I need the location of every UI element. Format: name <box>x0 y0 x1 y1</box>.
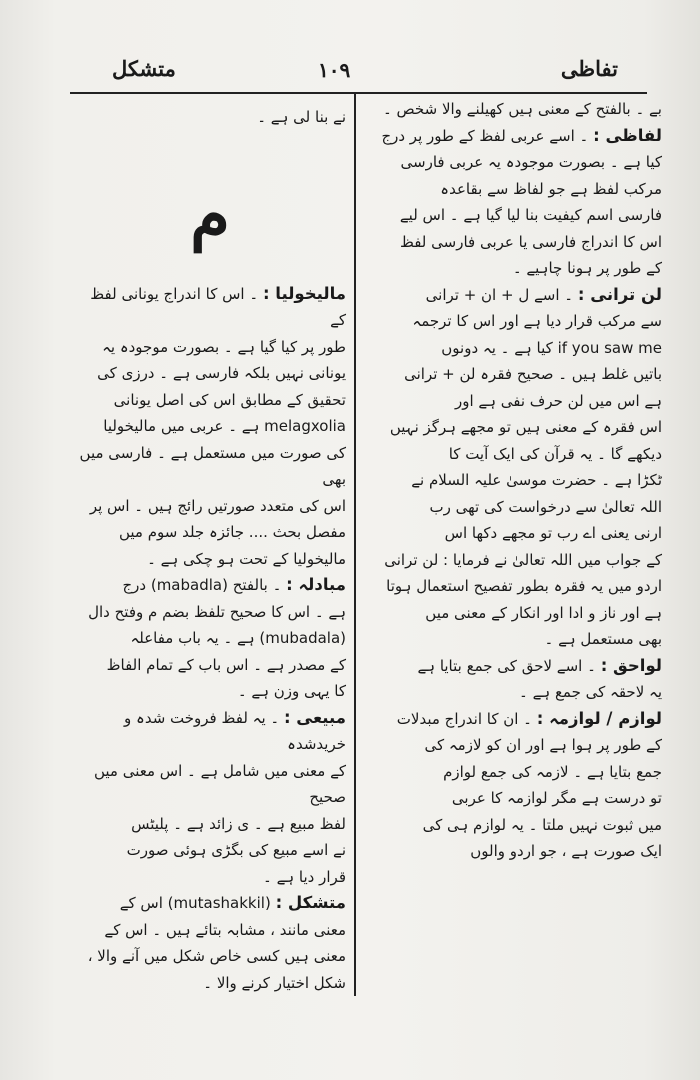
entry-line <box>362 679 662 706</box>
entry-text: قرار دیا ہے ۔ <box>263 867 346 886</box>
dictionary-entry <box>74 705 346 891</box>
entry-text: ہے اس میں لن حرف نفی ہے اور <box>455 391 662 410</box>
entry-text: اس کی متعدد صورتیں رائج ہیں ۔ اس پر <box>89 496 346 515</box>
entry-text: تحقیق کے مطابق اس کی اصل یونانی <box>113 390 346 409</box>
dictionary-entry <box>74 572 346 705</box>
entry-text: مرکب لفظ ہے جو لفاظ سے بقاعدہ <box>440 179 662 198</box>
entry-headword: متشکل : <box>275 893 346 912</box>
entry-line <box>362 388 662 415</box>
entry-text: ۔ اس کا اندراج یونانی لفظ کے <box>90 284 346 329</box>
entry-text: کے معنی میں شامل ہے ۔ اس معنی میں صحیح <box>93 761 346 806</box>
entry-text: معنی مانند ، مشابہ بتائے ہیں ۔ اس کے <box>104 920 346 939</box>
entry-line <box>362 414 662 441</box>
entry-text: بھی مستعمل ہے ۔ <box>544 630 662 648</box>
entry-line <box>362 202 662 229</box>
entry-line <box>362 759 662 786</box>
entry-line <box>362 812 662 839</box>
entry-line <box>74 625 346 652</box>
entry-line <box>74 519 346 546</box>
entry-headword: مبادلہ : <box>286 575 346 594</box>
entry-line <box>362 547 662 574</box>
entry-line <box>74 811 346 838</box>
entry-first-line <box>362 706 662 733</box>
entry-line <box>362 335 662 362</box>
column-divider <box>354 94 356 996</box>
entry-text: melagxolia ہے ۔ عربی میں مالیخولیا <box>103 417 346 435</box>
entry-text: باتیں غلط ہیں ۔ صحیح فقرہ لن + ترانی <box>404 365 662 383</box>
entry-text: ۔ اسے لاحق کی جمع بتایا ہے <box>417 656 596 675</box>
entry-text: ایک صورت ہے ، جو اردو والوں <box>470 842 662 860</box>
entry-line <box>74 917 346 944</box>
entry-line <box>362 600 662 627</box>
entry-line <box>362 149 662 176</box>
running-head-left-page-word: تفاظی <box>560 56 618 81</box>
entry-line <box>74 837 346 864</box>
dictionary-entry <box>362 123 662 282</box>
entry-line <box>362 573 662 600</box>
entry-text: کے جواب میں اللہ تعالیٰ نے فرمایا : لن ترانی <box>384 550 662 569</box>
right-text-column <box>362 96 662 865</box>
entry-text: یونانی نہیں بلکہ فارسی ہے ۔ درزی کی <box>97 364 346 382</box>
entry-line <box>362 229 662 256</box>
entry-text: کے طور پر ہوا ہے اور ان کو لازمہ کی <box>424 736 662 754</box>
entry-text: ارنی یعنی اے رب تو مجھے دکھا اس <box>444 524 662 542</box>
entry-line <box>74 970 346 997</box>
entry-text: کے مصدر ہے ۔ اس باب کے تمام الفاظ <box>106 655 346 674</box>
entry-first-line <box>74 281 346 334</box>
entry-text: ۔ اسے عربی لفظ کے طور پر درج <box>381 126 589 145</box>
entry-text: طور پر کیا گیا ہے ۔ بصورت موجودہ یہ <box>102 337 346 356</box>
entry-line <box>362 838 662 865</box>
entry-text: تو درست ہے مگر لوازمہ کا عربی <box>451 789 662 807</box>
running-head-right-page-word: متشکل <box>112 56 176 81</box>
entry-line <box>362 308 662 335</box>
entry-text: کی صورت میں مستعمل ہے ۔ فارسی میں بھی <box>79 443 346 488</box>
entry-line <box>74 493 346 520</box>
entry-line <box>74 387 346 414</box>
entry-line <box>362 467 662 494</box>
entry-text: مالیخولیا کے تحت ہو چکی ہے ۔ <box>147 549 346 568</box>
entry-text: کیا ہے ۔ بصورت موجودہ یہ عربی فارسی <box>400 153 662 171</box>
entry-text: ۔ ان کا اندراج مبدلات <box>396 709 532 728</box>
entry-line <box>362 520 662 547</box>
entry-text: نے اسے مبیع کی بگڑی ہوئی صورت <box>126 841 346 859</box>
entry-text: شکل اختیار کرنے والا ۔ <box>203 973 346 992</box>
entry-line <box>74 413 346 440</box>
entry-text: سے مرکب قرار دیا ہے اور اس کا ترجمہ <box>412 312 662 330</box>
entry-first-line <box>74 572 346 599</box>
entry-text: کے طور پر ہونا چاہیے ۔ <box>512 259 662 277</box>
entry-text: (mutashakkil) اس کے <box>119 894 271 912</box>
continuation-line: نے بنا لی ہے ۔ <box>257 108 346 126</box>
entry-text: مفصل بحث .... جائزہ جلد سوم میں <box>118 523 346 541</box>
entry-text: معنی ہیں کسی خاص شکل میں آنے والا ، <box>87 947 346 965</box>
entry-line <box>362 255 662 282</box>
entry-line <box>74 758 346 811</box>
dictionary-entry <box>74 890 346 996</box>
entry-first-line <box>74 890 346 917</box>
entry-line <box>74 943 346 970</box>
entry-line <box>74 360 346 387</box>
entry-line <box>362 494 662 521</box>
entry-line <box>362 626 662 653</box>
entry-line <box>362 785 662 812</box>
entry-first-line <box>362 123 662 150</box>
entry-first-line <box>362 653 662 680</box>
entry-text: (mubadala) ہے ۔ یہ باب مفاعلہ <box>130 629 346 647</box>
entry-line <box>362 732 662 759</box>
entry-headword: لن ترانی : <box>577 284 662 304</box>
entry-text: فارسی اسم کیفیت بنا لیا گیا ہے ۔ اس لیے <box>399 206 662 224</box>
entry-text: ٹکڑا ہے ۔ حضرت موسیٰ علیہ السلام نے <box>411 471 662 489</box>
entry-text: کا یہی وزن ہے ۔ <box>237 682 346 700</box>
entry-line <box>74 678 346 705</box>
entry-headword: لفاظی : <box>593 125 662 145</box>
header-rule <box>70 92 647 94</box>
left-text-column <box>74 104 346 996</box>
entry-line <box>74 546 346 573</box>
entry-text: اس کا اندراج فارسی یا عربی فارسی لفظ <box>399 232 662 251</box>
page-number: ۱۰۹ <box>318 58 351 82</box>
entry-text: ہے ۔ اس کا صحیح تلفظ بضم م وفتح دال <box>88 602 346 621</box>
dictionary-entry <box>362 653 662 706</box>
section-letter-heading: م <box>190 177 230 253</box>
entry-text: میں ثبوت نہیں ملتا ۔ یہ لوازم ہی کی <box>422 815 662 834</box>
entry-headword: لواحق : <box>600 655 662 675</box>
entry-headword: لوازم / لوازمہ : <box>536 708 662 728</box>
entry-text: اس فقرہ کے معنی ہیں تو مجھے ہرگز نہیں <box>389 418 662 436</box>
entry-text: if you saw me کیا ہے ۔ یہ دونوں <box>441 338 662 357</box>
entry-text: دیکھے گا ۔ یہ قرآن کی ایک آیت کا <box>448 444 662 463</box>
dictionary-entry <box>74 281 346 573</box>
entry-line <box>362 441 662 468</box>
entry-text: اللہ تعالیٰ سے درخواست کی تھی رب <box>429 497 662 516</box>
entry-text: ۔ بالفتح (mabadla) درج <box>122 576 282 594</box>
entry-line <box>362 361 662 388</box>
entry-line <box>74 334 346 361</box>
entry-line <box>74 652 346 679</box>
entry-text: ۔ اسے ل + ان + ترانی <box>425 285 574 304</box>
continuation-line: بے ۔ بالفتح کے معنی ہیں کھیلنے والا شخص ۔ <box>383 100 662 118</box>
entry-first-line <box>362 282 662 309</box>
entry-text: لفظ مبیع ہے ۔ ی زائد ہے ۔ پلیٹس <box>131 814 346 833</box>
entry-line <box>74 440 346 493</box>
entry-text: یہ لاحقہ کی جمع ہے ۔ <box>519 683 662 701</box>
entry-text: ہے اور ناز و ادا اور انکار کے معنی میں <box>425 603 662 622</box>
dictionary-entry <box>362 282 662 653</box>
entry-headword: مبیعی : <box>283 707 346 727</box>
entry-line <box>74 864 346 891</box>
entry-first-line <box>74 705 346 758</box>
entry-text: ۔ یہ لفظ فروخت شدہ و خریدشدہ <box>124 708 346 753</box>
dictionary-entry <box>362 706 662 865</box>
entry-line <box>362 176 662 203</box>
entry-text: جمع بتایا ہے ۔ لازمہ کی جمع لوازم <box>443 762 662 781</box>
entry-headword: مالیخولیا : <box>262 283 346 303</box>
entry-line <box>74 599 346 626</box>
entry-text: اردو میں یہ فقرہ بطور تفصیح استعمال ہوتا <box>386 577 662 595</box>
